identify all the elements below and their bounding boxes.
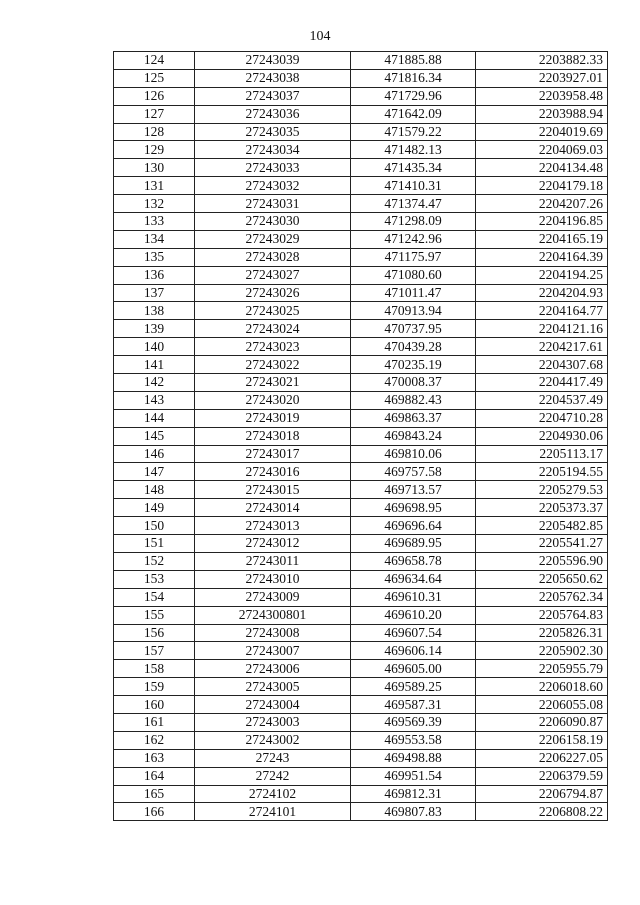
point-number-cell: 156 [114, 624, 195, 642]
y-coordinate-cell: 2205113.17 [476, 445, 608, 463]
point-number-cell: 152 [114, 552, 195, 570]
x-coordinate-cell: 469634.64 [351, 570, 476, 588]
point-id-cell: 27243004 [195, 696, 351, 714]
table-row [114, 552, 608, 570]
point-number-cell: 139 [114, 320, 195, 338]
y-coordinate-cell: 2204930.06 [476, 427, 608, 445]
point-id-cell: 27243016 [195, 463, 351, 481]
point-id-cell: 27243029 [195, 230, 351, 248]
point-number-cell: 140 [114, 338, 195, 356]
y-coordinate-cell: 2206794.87 [476, 785, 608, 803]
point-number-cell: 136 [114, 266, 195, 284]
x-coordinate-cell: 469587.31 [351, 696, 476, 714]
point-id-cell: 27243030 [195, 213, 351, 231]
point-id-cell: 27243032 [195, 177, 351, 195]
y-coordinate-cell: 2205279.53 [476, 481, 608, 499]
y-coordinate-cell: 2205826.31 [476, 624, 608, 642]
point-number-cell: 155 [114, 606, 195, 624]
y-coordinate-cell: 2206055.08 [476, 696, 608, 714]
coordinates-table [113, 51, 608, 821]
point-number-cell: 127 [114, 105, 195, 123]
table-row [114, 159, 608, 177]
y-coordinate-cell: 2204307.68 [476, 356, 608, 374]
point-number-cell: 166 [114, 803, 195, 821]
point-number-cell: 130 [114, 159, 195, 177]
point-id-cell: 27243026 [195, 284, 351, 302]
x-coordinate-cell: 469610.20 [351, 606, 476, 624]
point-number-cell: 138 [114, 302, 195, 320]
y-coordinate-cell: 2206018.60 [476, 678, 608, 696]
y-coordinate-cell: 2205541.27 [476, 535, 608, 553]
table-row [114, 320, 608, 338]
x-coordinate-cell: 471374.47 [351, 195, 476, 213]
y-coordinate-cell: 2204165.19 [476, 230, 608, 248]
point-number-cell: 137 [114, 284, 195, 302]
point-id-cell: 27243005 [195, 678, 351, 696]
table-row [114, 284, 608, 302]
x-coordinate-cell: 469606.14 [351, 642, 476, 660]
point-id-cell: 27243038 [195, 69, 351, 87]
point-id-cell: 27243003 [195, 713, 351, 731]
point-id-cell: 27243013 [195, 517, 351, 535]
x-coordinate-cell: 469696.64 [351, 517, 476, 535]
point-id-cell: 27243035 [195, 123, 351, 141]
table-row [114, 374, 608, 392]
point-number-cell: 125 [114, 69, 195, 87]
point-id-cell: 27243024 [195, 320, 351, 338]
table-row [114, 517, 608, 535]
y-coordinate-cell: 2204179.18 [476, 177, 608, 195]
point-number-cell: 153 [114, 570, 195, 588]
table-row [114, 391, 608, 409]
table-row [114, 606, 608, 624]
y-coordinate-cell: 2205194.55 [476, 463, 608, 481]
y-coordinate-cell: 2205902.30 [476, 642, 608, 660]
point-number-cell: 144 [114, 409, 195, 427]
x-coordinate-cell: 469951.54 [351, 767, 476, 785]
point-id-cell: 27243018 [195, 427, 351, 445]
x-coordinate-cell: 469498.88 [351, 749, 476, 767]
table-row [114, 481, 608, 499]
point-number-cell: 124 [114, 52, 195, 70]
point-id-cell: 2724101 [195, 803, 351, 821]
table-row [114, 678, 608, 696]
y-coordinate-cell: 2205764.83 [476, 606, 608, 624]
point-number-cell: 148 [114, 481, 195, 499]
y-coordinate-cell: 2204069.03 [476, 141, 608, 159]
y-coordinate-cell: 2204204.93 [476, 284, 608, 302]
x-coordinate-cell: 471435.34 [351, 159, 476, 177]
y-coordinate-cell: 2203988.94 [476, 105, 608, 123]
point-number-cell: 134 [114, 230, 195, 248]
point-id-cell: 2724300801 [195, 606, 351, 624]
x-coordinate-cell: 469757.58 [351, 463, 476, 481]
table-row [114, 266, 608, 284]
y-coordinate-cell: 2203882.33 [476, 52, 608, 70]
x-coordinate-cell: 471816.34 [351, 69, 476, 87]
point-id-cell: 27243039 [195, 52, 351, 70]
x-coordinate-cell: 471729.96 [351, 87, 476, 105]
table-row [114, 356, 608, 374]
x-coordinate-cell: 469698.95 [351, 499, 476, 517]
x-coordinate-cell: 471642.09 [351, 105, 476, 123]
table-row [114, 624, 608, 642]
y-coordinate-cell: 2204194.25 [476, 266, 608, 284]
table-row [114, 427, 608, 445]
y-coordinate-cell: 2206808.22 [476, 803, 608, 821]
point-number-cell: 159 [114, 678, 195, 696]
point-number-cell: 149 [114, 499, 195, 517]
page-number: 104 [309, 29, 331, 44]
table-row [114, 696, 608, 714]
y-coordinate-cell: 2205373.37 [476, 499, 608, 517]
x-coordinate-cell: 470913.94 [351, 302, 476, 320]
point-id-cell: 27243008 [195, 624, 351, 642]
point-number-cell: 165 [114, 785, 195, 803]
table-row [114, 642, 608, 660]
table-row [114, 499, 608, 517]
y-coordinate-cell: 2204537.49 [476, 391, 608, 409]
point-number-cell: 131 [114, 177, 195, 195]
point-number-cell: 132 [114, 195, 195, 213]
table-row [114, 123, 608, 141]
point-number-cell: 162 [114, 731, 195, 749]
x-coordinate-cell: 469569.39 [351, 713, 476, 731]
table-row [114, 177, 608, 195]
point-number-cell: 126 [114, 87, 195, 105]
table-row [114, 338, 608, 356]
y-coordinate-cell: 2205596.90 [476, 552, 608, 570]
table-row [114, 570, 608, 588]
x-coordinate-cell: 469658.78 [351, 552, 476, 570]
x-coordinate-cell: 469810.06 [351, 445, 476, 463]
table-row [114, 69, 608, 87]
x-coordinate-cell: 471175.97 [351, 248, 476, 266]
point-id-cell: 27243027 [195, 266, 351, 284]
y-coordinate-cell: 2204019.69 [476, 123, 608, 141]
y-coordinate-cell: 2206379.59 [476, 767, 608, 785]
point-id-cell: 27243036 [195, 105, 351, 123]
point-number-cell: 160 [114, 696, 195, 714]
table-row [114, 767, 608, 785]
table-row [114, 213, 608, 231]
table-row [114, 785, 608, 803]
x-coordinate-cell: 469882.43 [351, 391, 476, 409]
x-coordinate-cell: 470235.19 [351, 356, 476, 374]
table-row [114, 713, 608, 731]
point-number-cell: 129 [114, 141, 195, 159]
point-number-cell: 163 [114, 749, 195, 767]
point-id-cell: 27243006 [195, 660, 351, 678]
y-coordinate-cell: 2204121.16 [476, 320, 608, 338]
point-id-cell: 27243020 [195, 391, 351, 409]
point-id-cell: 27243002 [195, 731, 351, 749]
point-id-cell: 27243025 [195, 302, 351, 320]
y-coordinate-cell: 2206227.05 [476, 749, 608, 767]
x-coordinate-cell: 469610.31 [351, 588, 476, 606]
table-row [114, 660, 608, 678]
x-coordinate-cell: 471080.60 [351, 266, 476, 284]
x-coordinate-cell: 471298.09 [351, 213, 476, 231]
table-row [114, 445, 608, 463]
point-id-cell: 27243014 [195, 499, 351, 517]
y-coordinate-cell: 2203958.48 [476, 87, 608, 105]
y-coordinate-cell: 2204134.48 [476, 159, 608, 177]
point-id-cell: 27243007 [195, 642, 351, 660]
x-coordinate-cell: 469812.31 [351, 785, 476, 803]
x-coordinate-cell: 469605.00 [351, 660, 476, 678]
y-coordinate-cell: 2204164.77 [476, 302, 608, 320]
point-number-cell: 157 [114, 642, 195, 660]
x-coordinate-cell: 470737.95 [351, 320, 476, 338]
x-coordinate-cell: 471011.47 [351, 284, 476, 302]
x-coordinate-cell: 469863.37 [351, 409, 476, 427]
point-id-cell: 27243034 [195, 141, 351, 159]
point-id-cell: 27242 [195, 767, 351, 785]
x-coordinate-cell: 469807.83 [351, 803, 476, 821]
x-coordinate-cell: 471579.22 [351, 123, 476, 141]
y-coordinate-cell: 2205762.34 [476, 588, 608, 606]
point-id-cell: 27243009 [195, 588, 351, 606]
y-coordinate-cell: 2203927.01 [476, 69, 608, 87]
table-row [114, 463, 608, 481]
x-coordinate-cell: 470439.28 [351, 338, 476, 356]
y-coordinate-cell: 2205955.79 [476, 660, 608, 678]
point-number-cell: 146 [114, 445, 195, 463]
table-row [114, 141, 608, 159]
point-number-cell: 147 [114, 463, 195, 481]
table-row [114, 52, 608, 70]
y-coordinate-cell: 2206090.87 [476, 713, 608, 731]
point-id-cell: 27243033 [195, 159, 351, 177]
x-coordinate-cell: 469689.95 [351, 535, 476, 553]
x-coordinate-cell: 471885.88 [351, 52, 476, 70]
x-coordinate-cell: 469553.58 [351, 731, 476, 749]
point-id-cell: 2724102 [195, 785, 351, 803]
y-coordinate-cell: 2204710.28 [476, 409, 608, 427]
point-id-cell: 27243021 [195, 374, 351, 392]
point-number-cell: 141 [114, 356, 195, 374]
point-number-cell: 133 [114, 213, 195, 231]
point-number-cell: 150 [114, 517, 195, 535]
point-number-cell: 143 [114, 391, 195, 409]
point-id-cell: 27243028 [195, 248, 351, 266]
point-id-cell: 27243031 [195, 195, 351, 213]
point-id-cell: 27243 [195, 749, 351, 767]
point-id-cell: 27243037 [195, 87, 351, 105]
x-coordinate-cell: 470008.37 [351, 374, 476, 392]
point-id-cell: 27243022 [195, 356, 351, 374]
table-row [114, 195, 608, 213]
table-row [114, 248, 608, 266]
table-row [114, 803, 608, 821]
point-id-cell: 27243019 [195, 409, 351, 427]
x-coordinate-cell: 469713.57 [351, 481, 476, 499]
table-row [114, 749, 608, 767]
point-id-cell: 27243023 [195, 338, 351, 356]
table-row [114, 87, 608, 105]
point-number-cell: 128 [114, 123, 195, 141]
x-coordinate-cell: 469589.25 [351, 678, 476, 696]
point-number-cell: 164 [114, 767, 195, 785]
x-coordinate-cell: 469607.54 [351, 624, 476, 642]
table-body [114, 52, 608, 821]
x-coordinate-cell: 471242.96 [351, 230, 476, 248]
x-coordinate-cell: 469843.24 [351, 427, 476, 445]
table-row [114, 588, 608, 606]
point-id-cell: 27243012 [195, 535, 351, 553]
point-number-cell: 135 [114, 248, 195, 266]
y-coordinate-cell: 2206158.19 [476, 731, 608, 749]
table-row [114, 731, 608, 749]
point-id-cell: 27243017 [195, 445, 351, 463]
y-coordinate-cell: 2204164.39 [476, 248, 608, 266]
point-number-cell: 161 [114, 713, 195, 731]
x-coordinate-cell: 471410.31 [351, 177, 476, 195]
point-id-cell: 27243010 [195, 570, 351, 588]
table-row [114, 535, 608, 553]
y-coordinate-cell: 2205482.85 [476, 517, 608, 535]
point-number-cell: 145 [114, 427, 195, 445]
y-coordinate-cell: 2204196.85 [476, 213, 608, 231]
y-coordinate-cell: 2204207.26 [476, 195, 608, 213]
point-id-cell: 27243015 [195, 481, 351, 499]
point-number-cell: 154 [114, 588, 195, 606]
x-coordinate-cell: 471482.13 [351, 141, 476, 159]
table-row [114, 302, 608, 320]
y-coordinate-cell: 2204417.49 [476, 374, 608, 392]
table-row [114, 409, 608, 427]
point-number-cell: 151 [114, 535, 195, 553]
y-coordinate-cell: 2204217.61 [476, 338, 608, 356]
table-row [114, 230, 608, 248]
table-row [114, 105, 608, 123]
point-number-cell: 142 [114, 374, 195, 392]
y-coordinate-cell: 2205650.62 [476, 570, 608, 588]
point-number-cell: 158 [114, 660, 195, 678]
point-id-cell: 27243011 [195, 552, 351, 570]
